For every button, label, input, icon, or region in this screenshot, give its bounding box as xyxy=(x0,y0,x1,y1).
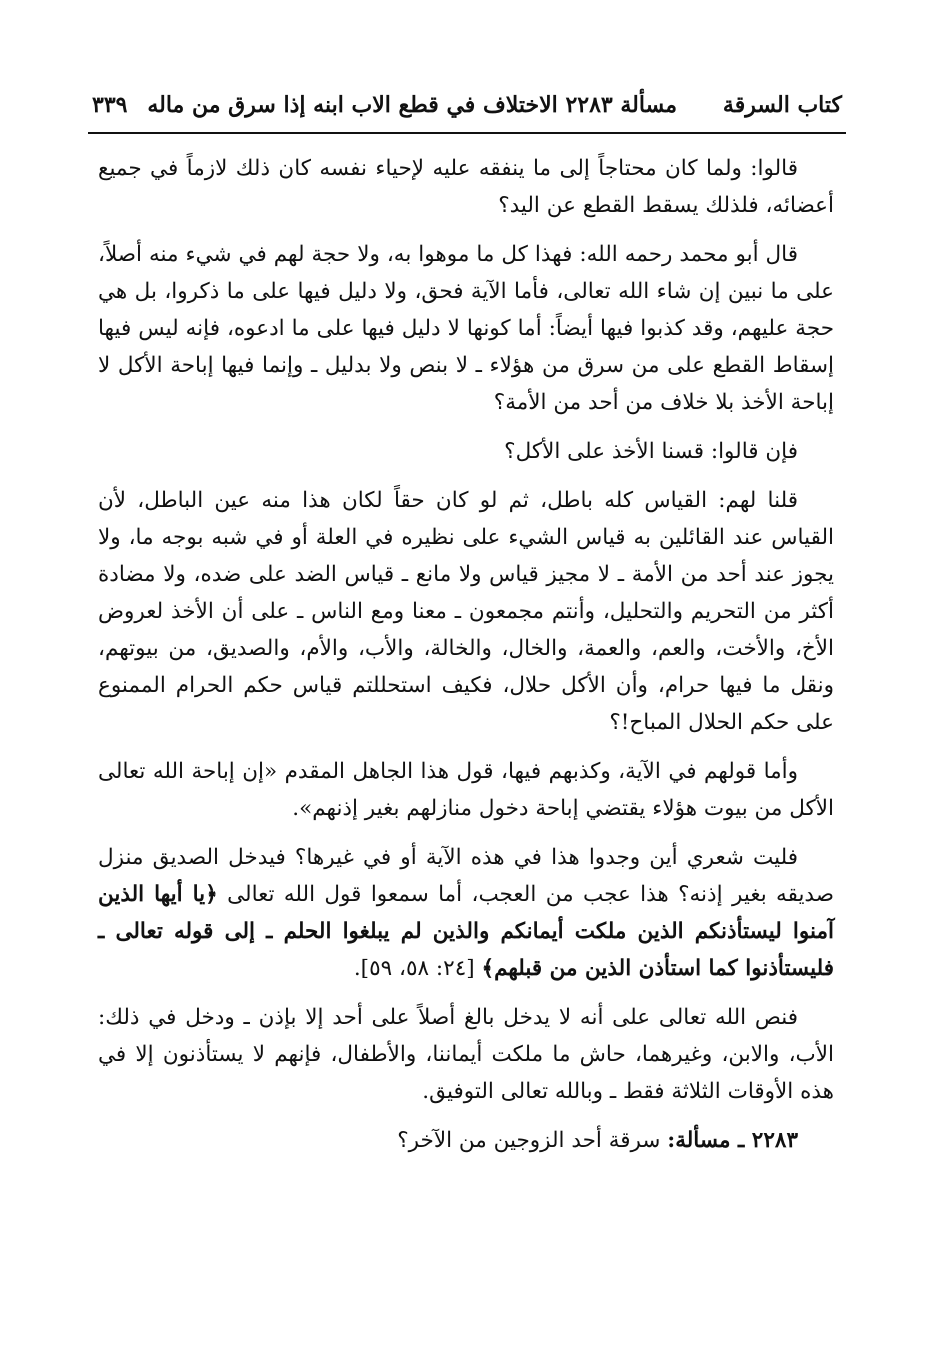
page-number: ٣٣٩ xyxy=(92,92,128,118)
masala-heading xyxy=(98,1122,834,1159)
paragraph-5: وأما قولهم في الآية، وكذبهم فيها، قول هذا الجاهل المقدم «إن إباحة الله تعالى الأكل من بيوت هؤلاء يقتضي إباحة دخول منازلهم بغير إذنهم». xyxy=(98,759,834,821)
paragraph-4: قلنا لهم: القياس كله باطل، ثم لو كان حقاً لكان هذا منه عين الباطل، لأن القياس عند القائلين به قياس الشيء على نظيره في العلة أو في شبه بوجه ما، ولا يجوز عند أحد من الأمة ـ لا مجيز قياس ولا مانع ـ قياس الضد على ضده، ولا مضادة أكثر من التحريم والتحليل، وأنتم مجمعون ـ معنا ومع الناس ـ على أن الأخذ لعروض الأخ، والأخت، والعم، والعمة، والخال، والخالة، والأب، والأم، والصديق، من بيوتهم، ونقل ما فيها حرام، وأن الأكل حلال، فكيف استحللتم قياس حكم الحرام الممنوع على حكم الحلال المباح!؟ xyxy=(98,488,834,735)
header-divider xyxy=(88,132,846,134)
section-title: مسألة ٢٢٨٣ الاختلاف في قطع الاب ابنه إذا سرق من ماله xyxy=(147,92,677,118)
masala-number: ٢٢٨٣ ـ مسألة: xyxy=(667,1128,798,1153)
paragraph-6-text: فليت شعري أين وجدوا هذا في هذه الآية أو في غيرها؟ فيدخل الصديق منزل صديقه بغير إذنه؟ هذا عجب من العجب، أما سمعوا قول الله تعالى xyxy=(98,845,834,907)
running-header xyxy=(92,88,842,128)
masala-title: سرقة أحد الزوجين من الآخر؟ xyxy=(397,1128,661,1153)
book-title: كتاب السرقة xyxy=(722,92,842,118)
paragraph-6 xyxy=(98,839,834,987)
paragraph-1: قالوا: ولما كان محتاجاً إلى ما ينفقه عليه لإحياء نفسه كان ذلك لازماً في جميع أعضائه، فلذلك يسقط القطع عن اليد؟ xyxy=(98,156,834,218)
paragraph-2: قال أبو محمد رحمه الله: فهذا كل ما موهوا به، ولا حجة لهم في شيء منه أصلاً، على ما نبين إن شاء الله تعالى، فأما الآية فحق، ولا دليل فيها على ما ذكروا، بل هي حجة عليهم، وقد كذبوا فيها أيضاً: أما كونها لا دليل فيها على ما ادعوه، فإنه ليس فيها إسقاط القطع على من سرق من هؤلاء ـ لا بنص ولا بدليل ـ وإنما فيها إباحة الأكل لا إباحة الأخذ بلا خلاف من أحد من الأمة؟ xyxy=(98,242,834,415)
paragraph-7: فنص الله تعالى على أنه لا يدخل بالغ أصلاً على أحد إلا بإذن ـ ودخل في ذلك: الأب، والابن، وغيرهما، حاش ما ملكت أيماننا، والأطفال، فإنهم لا يستأذنون إلا في هذه الأوقات الثلاثة فقط ـ وبالله تعالى التوفيق. xyxy=(98,1005,834,1104)
quran-quote: ﴿يا أيها الذين آمنوا ليستأذنكم الذين ملكت أيمانكم والذين لم يبلغوا الحلم ـ إلى قوله تعالى ـ فليستأذنوا كما استأذن الذين من قبلهم﴾ xyxy=(98,882,834,981)
paragraph-3: فإن قالوا: قسنا الأخذ على الأكل؟ xyxy=(504,439,798,464)
quran-citation: [٢٤: ٥٨، ٥٩]. xyxy=(353,956,475,981)
page-body xyxy=(98,150,834,1171)
